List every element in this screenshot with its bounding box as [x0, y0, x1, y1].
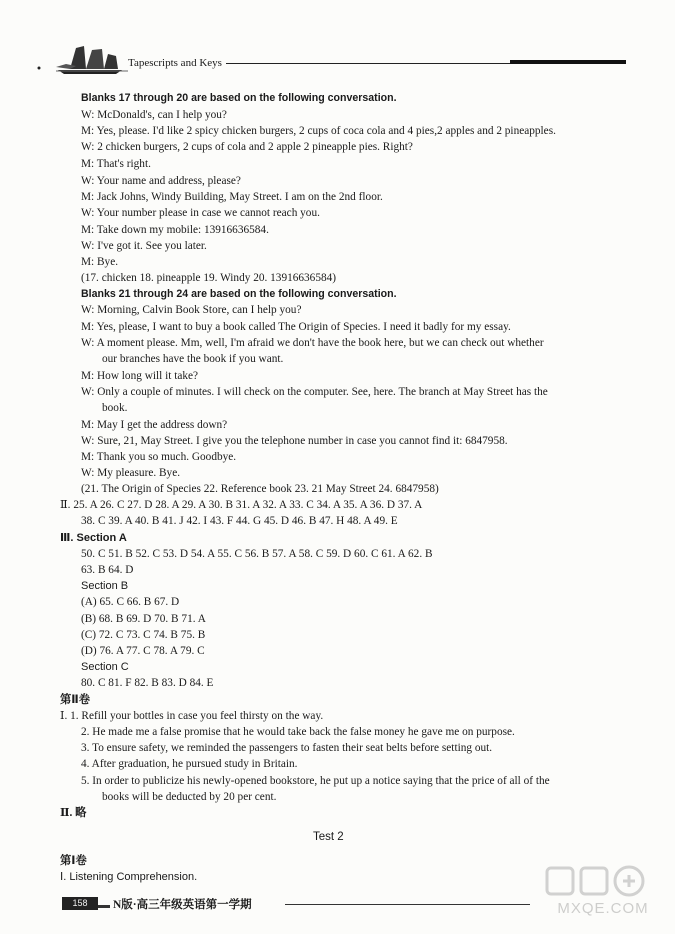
translation-answer-continued: books will be deducted by 20 per cent. [102, 791, 277, 803]
blanks-17-20-heading: Blanks 17 through 20 are based on the following conversation. [81, 92, 397, 104]
dialogue-line: M: That's right. [81, 158, 151, 170]
answers-section-b-a: (A) 65. C 66. B 67. D [81, 596, 180, 608]
dialogue-line: M: Yes, please. I'd like 2 spicy chicken burgers, 2 cups of coca cola and 4 pies,2 apples and 2 pineapples. [81, 125, 556, 137]
answers-section-a-continued: 63. B 64. D [81, 564, 134, 576]
answers-section-b-b: (B) 68. B 69. D 70. B 71. A [81, 613, 206, 625]
dialogue-line: M: Take down my mobile: 13916636584. [81, 224, 269, 236]
dialogue-line: W: Sure, 21, May Street. I give you the telephone number in case you cannot find it: 6847958. [81, 435, 508, 447]
dialogue-line: M: Yes, please, I want to buy a book called The Origin of Species. I need it badly for my essay. [81, 321, 511, 333]
footer-rule [285, 904, 530, 905]
watermark-badge-icon [543, 862, 663, 902]
footer-book-title: N版·高三年级英语第一学期 [113, 899, 252, 911]
header-rule [226, 63, 510, 64]
page-header [0, 0, 675, 80]
section-b-heading: Section B [81, 580, 129, 592]
page-number: 158 [62, 897, 98, 910]
dialogue-line: W: Only a couple of minutes. I will check on the computer. See, here. The branch at May Street has the [81, 386, 548, 398]
dialogue-line: M: May I get the address down? [81, 419, 228, 431]
header-bar [510, 60, 626, 64]
dialogue-line: M: How long will it take? [81, 370, 199, 382]
translation-answer: 5. In order to publicize his newly-opened bookstore, he put up a notice saying that the price of all of the [81, 775, 550, 787]
answers-part-2-continued: 38. C 39. A 40. B 41. J 42. I 43. F 44. G 45. D 46. B 47. H 48. A 49. E [81, 515, 398, 527]
translation-answer: 2. He made me a false promise that he would take back the false money he gave me on purpose. [81, 726, 515, 738]
answers-section-a: 50. C 51. B 52. C 53. D 54. A 55. C 56. B 57. A 58. C 59. D 60. C 61. A 62. B [81, 548, 433, 560]
blanks-21-24-heading: Blanks 21 through 24 are based on the following conversation. [81, 288, 397, 300]
section-c-heading: Section C [81, 661, 129, 673]
ship-logo-icon [36, 40, 128, 74]
translation-answer: 4. After graduation, he pursued study in Britain. [81, 758, 298, 770]
dialogue-line: W: A moment please. Mm, well, I'm afraid we don't have the book here, but we can check out whether [81, 337, 544, 349]
part-2-omitted: Ⅱ. 略 [60, 807, 87, 819]
dialogue-line: W: 2 chicken burgers, 2 cups of cola and 2 apple 2 pineapple pies. Right? [81, 141, 413, 153]
dialogue-line: W: I've got it. See you later. [81, 240, 207, 252]
answers-part-2: Ⅱ. 25. A 26. C 27. D 28. A 29. A 30. B 31. A 32. A 33. C 34. A 35. A 36. D 37. A [60, 499, 423, 511]
dialogue-line: W: My pleasure. Bye. [81, 467, 181, 479]
volume-1-heading: 第Ⅰ卷 [60, 855, 87, 867]
translation-answer: 3. To ensure safety, we reminded the passengers to fasten their seat belts before setting out. [81, 742, 493, 754]
dialogue-line: W: McDonald's, can I help you? [81, 109, 227, 121]
dialogue-line: W: Your name and address, please? [81, 175, 241, 187]
dialogue-line: W: Morning, Calvin Book Store, can I help you? [81, 304, 302, 316]
footer-bar [98, 905, 110, 908]
listening-comprehension-heading: Ⅰ. Listening Comprehension. [60, 871, 198, 883]
answers-section-b-c: (C) 72. C 73. C 74. B 75. B [81, 629, 206, 641]
volume-2-heading: 第Ⅱ卷 [60, 694, 91, 706]
test-2-title: Test 2 [313, 831, 344, 843]
translation-answer: Ⅰ. 1. Refill your bottles in case you feel thirsty on the way. [60, 710, 324, 722]
part-3-section-a-heading: Ⅲ. Section A [60, 532, 127, 544]
answers-section-b-d: (D) 76. A 77. C 78. A 79. C [81, 645, 205, 657]
dialogue-line: M: Jack Johns, Windy Building, May Street. I am on the 2nd floor. [81, 191, 383, 203]
watermark [543, 862, 663, 922]
answers-section-c: 80. C 81. F 82. B 83. D 84. E [81, 677, 214, 689]
dialogue-line-continued: our branches have the book if you want. [102, 353, 284, 365]
dialogue-line: W: Your number please in case we cannot reach you. [81, 207, 320, 219]
dialogue-line-continued: book. [102, 402, 128, 414]
answer-key-21-24: (21. The Origin of Species 22. Reference book 23. 21 May Street 24. 6847958) [81, 483, 439, 495]
watermark-text: MXQE.COM [557, 900, 649, 917]
answer-key-17-20: (17. chicken 18. pineapple 19. Windy 20. 13916636584) [81, 272, 337, 284]
header-title: Tapescripts and Keys [128, 57, 222, 69]
dialogue-line: M: Bye. [81, 256, 119, 268]
dialogue-line: M: Thank you so much. Goodbye. [81, 451, 237, 463]
